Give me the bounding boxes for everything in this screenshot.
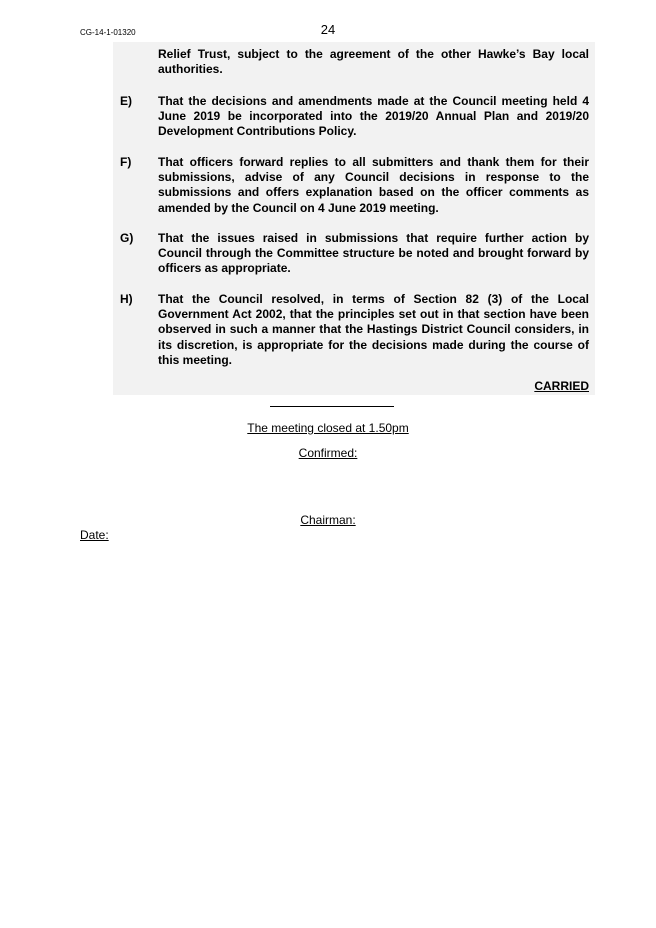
confirmed-label: Confirmed:: [298, 446, 358, 460]
item-letter-f: F): [120, 155, 132, 169]
meeting-closed-line: [0, 421, 656, 435]
page-number: 24: [320, 22, 336, 37]
confirmed-line: [0, 446, 656, 460]
item-text-e: That the decisions and amendments made at the Council meeting held 4 June 2019 be incorporated into the 2019/20 Annual Plan and 2019/20 Development Contributions Policy.: [158, 94, 589, 139]
carried-label: CARRIED: [534, 379, 589, 393]
item-letter-g: G): [120, 231, 134, 245]
doc-reference: CG-14-1-01320: [80, 28, 136, 37]
resolution-continuation-text: Relief Trust, subject to the agreement of the other Hawke’s Bay local authorities.: [158, 47, 589, 77]
chairman-label: Chairman:: [300, 513, 356, 527]
item-text-h: That the Council resolved, in terms of Section 82 (3) of the Local Government Act 2002, that the principles set out in that section have been observed in such a manner that the Hastings District Council considers, in its discretion, is appropriate for the decisions made during the course of this meeting.: [158, 292, 589, 367]
date-label: Date:: [80, 528, 109, 542]
chairman-line: [0, 513, 656, 527]
item-letter-e: E): [120, 94, 132, 108]
item-text-g: That the issues raised in submissions that require further action by Council through the Committee structure be noted and brought forward by officers as appropriate.: [158, 231, 589, 276]
divider-line: [270, 406, 394, 407]
meeting-closed-text: The meeting closed at 1.50pm: [247, 421, 409, 435]
item-text-f: That officers forward replies to all submitters and thank them for their submissions, advise of any Council decisions in response to the submissions and offers explanation based on the officer comments as amended by the Council on 4 June 2019 meeting.: [158, 155, 589, 215]
item-letter-h: H): [120, 292, 133, 306]
